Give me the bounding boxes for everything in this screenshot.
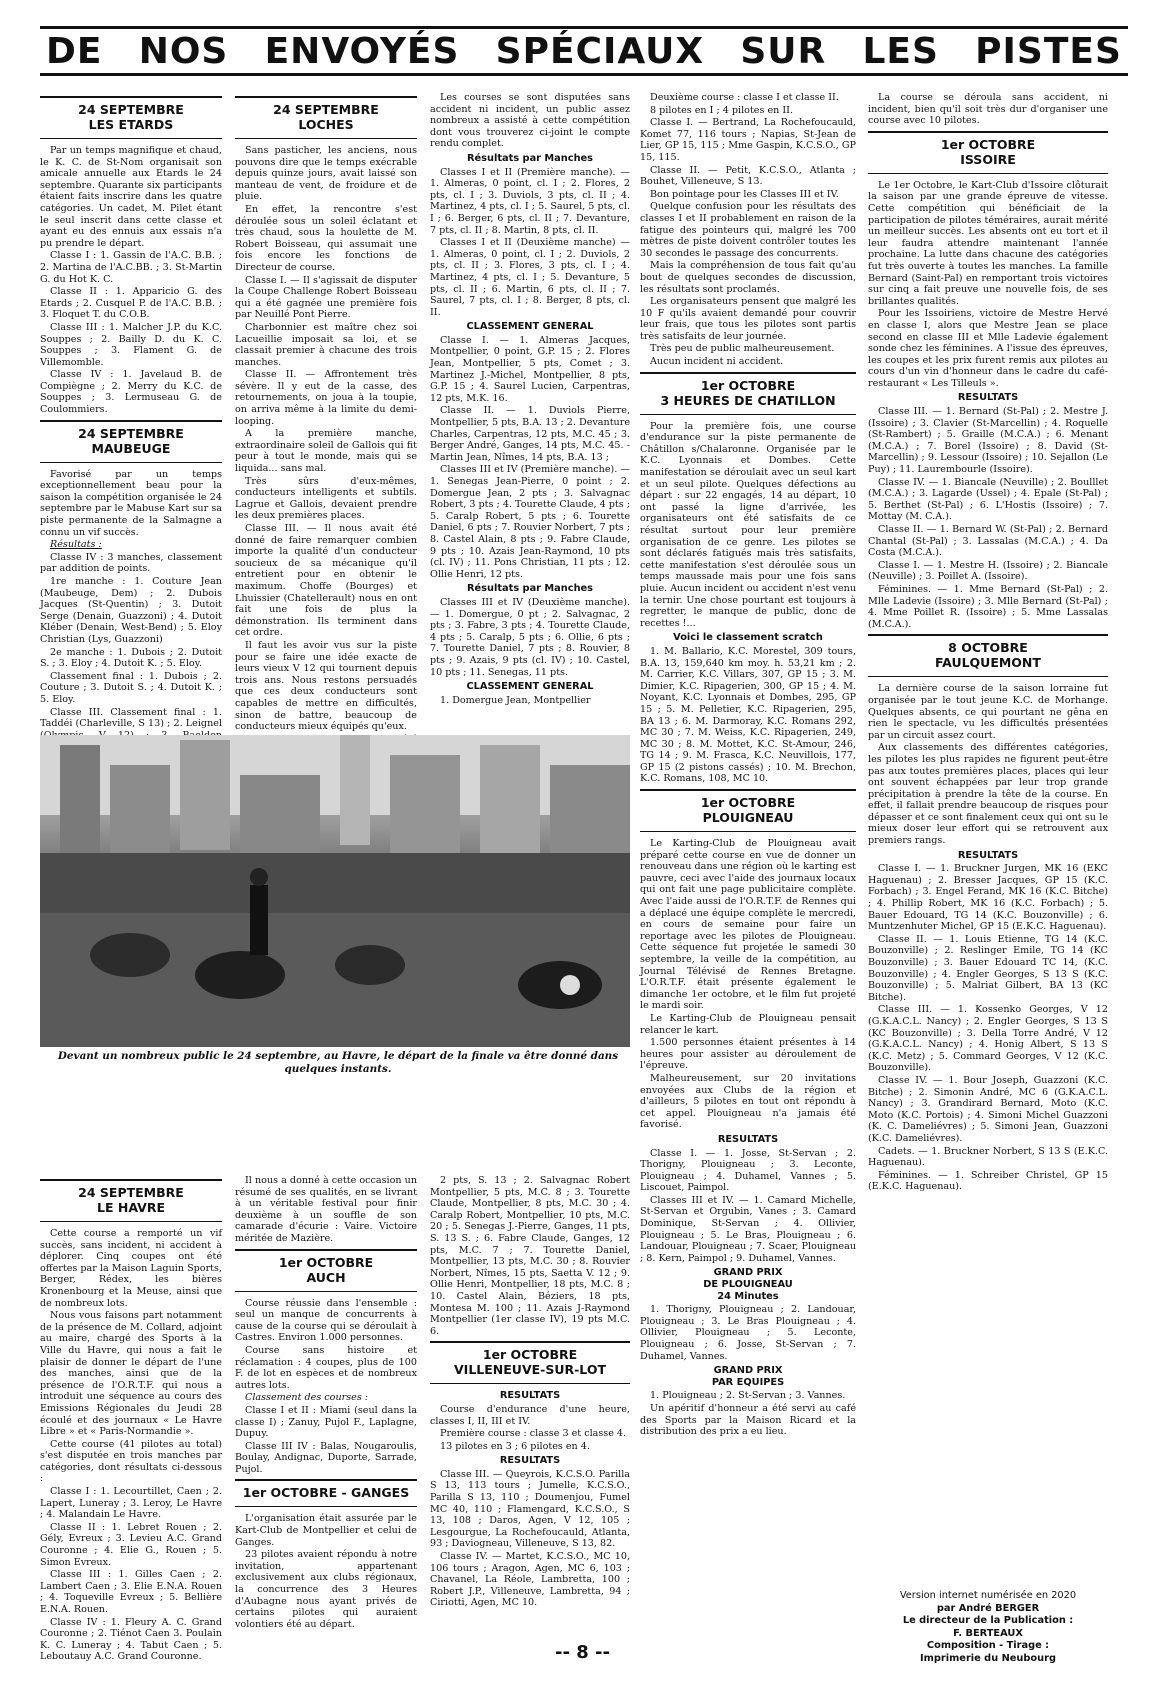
article-paragraph: Classe I. — 1. Mestre H. (Issoire) ; 2. Biancale (Neuville) ; 3. Poillet A. (Issoire). — [868, 559, 1108, 583]
article-paragraph: 2 pts, S. 13 ; 2. Salvagnac Robert Montpellier, 5 pts, M.C. 8 ; 3. Tourette Claude, Montpellier, 8 pts, M.C. 30 ; 4. Caralp Robert, Montpellier, 10 pts, M.C. 20 ; 5. Senegas J.-Pierre, Ganges, 11 pts, S. 13 S. ; 6. Fabre Claude, Ganges, 12 pts, M.C. 7 ; 7. Tourette Daniel, Montpellier, 13 pts, M.C. 30 ; 8. Rouvier Norbert, Nîmes, 15 pts, Saetta V. 12 ; 9. Ollie Henri, Montpellier, 18 pts, M.C. 8 ; 10. Castel Alain, Béziers, 18 pts, Montesa M. 100 ; 11. Azais J-Raymond Montpellier (1er classe IV), 19 pts M.C. 6. — [430, 1175, 630, 1337]
article-paragraph: Cette course a remporté un vif succès, sans incident, ni accident à déplorer. Cinq coupes ont été offertes par la Maison Laguin Sports, Berger, Rédex, les bières Kronenbourg et la Meuse, ainsi que de nombreux lots. — [40, 1228, 222, 1309]
subheading: RESULTATS — [957, 849, 1019, 861]
article-paragraph: 23 pilotes avaient répondu à notre invitation, appartenant exclusivement aux clubs régionaux, la concurrence des 3 Heures d'Aubagne nous ayant privés de certains pilotes qui auraient volontiers été au départ. — [235, 1549, 417, 1630]
article-paragraph: Féminines. — 1. Mme Bernard (St-Pal) ; 2. Mlle Ladevie (Issoire) ; 3. Mlle Bernard (St-Pal) ; 4. Mme Poillet R. (Issoire) ; 5. Mme Lassalas (M.C.A.). — [868, 583, 1108, 630]
article-paragraph: Nous vous faisons part notamment de la présence de M. Collard, adjoint au maire, chargé des Sports à la Ville du Havre, qui nous a fait le plaisir de donner le départ de l'une des manches, ainsi que de la présence de l'O.R.T.F. qui nous a introduit une séquence au cours des Emissions Régionales du Jeudi 28 écoulé et des journaux « Le Havre Libre » et « Paris-Normandie ». — [40, 1310, 222, 1438]
article-paragraph: Classe III. Classement final : 1. Taddéi (Charleville, S 13) ; 2. Leignel — [40, 706, 222, 730]
article-paragraph: Favorisé par un temps exceptionnellement beau pour la saison la compétition organisée le 24 septembre par le Mabuse Kart sur sa piste permanente de la Salmagne a connu un vif succès. — [40, 468, 222, 538]
article-paragraph: Classe I. — 1. Bruckner Jurgen, MK 16 (EKC Haguenau) ; 2. Bresser Jacques, GP 15 (K.C. Forbach) ; 3. Engel Ferand, MK 16 (K.C. Bitche) ; 4. Phillip Robert, MK 16 (K.C. Forbach) ; 5. Bauer Edouard, TG 14 (K.C. Bouzonville) ; 6. Muntzenhuter Michel, GP 15 (E.K.C. Haguenau). — [868, 863, 1108, 933]
article-paragraph: Course réussie dans l'ensemble : seul un manque de concurrents à cause de la course qui se déroulait à Castres. Environ 1.000 personnes. — [235, 1297, 417, 1344]
article-paragraph: Il faut les avoir vus sur la piste pour se faire une idée exacte de leurs vieux V 12 qui tournent depuis trois ans. Nous restons persuadés que ces deux conducteurs sont capables de mettre en difficultés, sinon de battre, beaucoup de conducteurs mieux équipés qu'eux. — [235, 639, 417, 733]
article-paragraph: Classe II : 1. Lebret Rouen ; 2. Gély, Evreux ; 3. Levieu A.C. Grand Couronne ; 4. Elie G., Rouen ; 5. Simon Evreux. — [40, 1521, 222, 1568]
subheading: GRAND PRIX PAR EQUIPES — [711, 1365, 785, 1388]
section-heading-faulquemont: 8 OCTOBRE FAULQUEMONT — [868, 634, 1108, 677]
article-paragraph: Le Karting-Club de Plouigneau avait préparé cette course en vue de donner un renouveau dans une région où le karting est pauvre, ceci avec l'aide des journaux locaux qui ont fait une page publicitaire complète. Avec l'aide aussi de l'O.R.T.F. de Rennes qui a déplacé une équipe complète le mercredi, en cours de semaine pour faire un reportage avec les pilotes de Plouigneau. Cette séquence fut projetée le samedi 30 septembre, la veille de la compétition, au Journal Télévisé de Rennes Bretagne. L'O.R.T.F. était présente également le dimanche 1er octobre, et le film fut projeté le mardi soir. — [640, 838, 856, 1012]
article-paragraph: Classes I et II (Deuxième manche) — 1. Almeras, 0 point, cl. I ; 2. Duviols, 2 pts, cl. II ; 3. Flores, 3 pts, cl. I ; 4. Martinez, 4 pts, cl. I ; 5. Devanture, 5 pts, cl. II ; 6. Martin, 6 pts, cl. II ; 7. Saurel, 7 pts, cl. I ; 8. Berger, 8 pts, cl. II. — [430, 237, 630, 318]
article-paragraph: Classes III et IV (Première manche). — 1. Senegas Jean-Pierre, 0 point ; 2. Domergue Jean, 2 pts ; 3. Salvagnac Robert, 3 pts ; 4. Tourette Claude, 4 pts ; 5. Caralp Robert, 5 pts ; 6. Tourette Daniel, 6 pts ; 7. Rouvier Norbert, 7 pts ; 8. Castel Alain, 8 pts ; 9. Fabre Claude, 9 pts ; 10. Azais Jean-Raymond, 10 pts (cl. IV) ; 11. Pons Christian, 11 pts ; 12. Ollie Henri, 12 pts. — [430, 464, 630, 580]
article-paragraph: Quelque confusion pour les résultats des classes I et II probablement en raison de la fatigue des pointeurs qui, malgré les 700 mètres de piste doivent contrôler toutes les 30 secondes le passage des concurrents. — [640, 201, 856, 259]
banner-word: NOS — [138, 30, 229, 72]
section-heading-etards: 24 SEPTEMBRE LES ETARDS — [40, 96, 222, 139]
article-paragraph: Classe IV : 1. Fleury A. C. Grand Couronne ; 2. Tiénot Caen 3. Poulain K. C. Luneray ; 4. Tabut Caen ; 5. Leboutauy A.C. Grand Couronne. — [40, 1616, 222, 1663]
column-5 — [868, 92, 1108, 1632]
article-paragraph: Féminines. — 1. Schreiber Christel, GP 15 (E.K.C. Haguenau). — [868, 1169, 1108, 1193]
section-heading-havre: 24 SEPTEMBRE LE HAVRE — [40, 1179, 222, 1222]
article-paragraph: Classe I. — 1. Josse, St-Servan ; 2. Thorigny, Plouigneau ; 3. Leconte, Plouigneau ; 4. Duhamel, Vannes ; 5. Liscouet, Paimpol. — [640, 1147, 856, 1194]
article-paragraph: Classe II. — 1. Duviols Pierre, Montpellier, 5 pts, B.A. 13 ; 2. Devanture Charles, Carpentras, 12 pts, M.C. 45 ; 3. Berger André, Ganges, 14 pts, M.C. 45. -Martin Jean, Nîmes, 14 pts, B.A. 13 ; — [430, 405, 630, 463]
article-paragraph: Classe III. — Queyrois, K.C.S.O. Parilla S 13, 113 tours ; Jumelle, K.C.S.O., Parilla S 13, 110 ; Doumenjou, Fumel MC 40, 110 ; Flamengard, K.C.S.O., S 13, 108 ; Daros, Agen, V 12, 105 ; Lesgourgue, La Rochefoucauld, Atlanta, 93 ; Daviogneau, Villeneuve, S 13, 82. — [430, 1468, 630, 1550]
race-photo-illustration — [40, 735, 630, 1047]
article-paragraph: Classes I et II (Première manche). — 1. Almeras, 0 point, cl. I ; 2. Flores, 2 pts, cl. I ; 3. Duviols, 3 pts, cl. II ; 4. Martinez, 4 pts, cl. I ; 5. Saurel, 5 pts, cl. I ; 6. Berger, 6 pts, cl. II ; 7. Devanture, 7 pts, cl. II ; 8. Martin, 8 pts, cl. II. — [430, 166, 630, 236]
article-paragraph: Cette course (41 pilotes au total) s'est disputée en trois manches par catégories, dont résultats ci-dessous : — [40, 1438, 222, 1485]
article-paragraph: Un apéritif d'honneur a été servi au café des Sports par la Maison Ricard et la distribution des prix a eu lieu. — [640, 1402, 856, 1438]
article-paragraph: Les courses se sont disputées sans accident ni incident, un public assez nombreux a assisté à cette compétition dont vous trouverez ci-joint le compte rendu complet. — [430, 92, 630, 150]
article-paragraph: Mais la compréhension de tous fait qu'au bout de quelques secondes de discussion, les résultats sont proclamés. — [640, 260, 856, 295]
article-paragraph: Classe I. — Bertrand, La Rochefoucauld, Komet 77, 116 tours ; Napias, St-Jean de Lier, GP 15, 115 ; Mme Gaspin, K.C.S.O., GP 15, 115. — [640, 117, 856, 163]
article-paragraph: Charbonnier est maître chez soi Lacueillie imposait sa loi, et se classait premier à chacune des trois manches. — [235, 321, 417, 368]
article-paragraph: Classe IV. — 1. Bour Joseph, Guazzoni (K.C. Bitche) ; 2. Simonin André, MC 6 (G.K.A.C.L. Nancy) ; 3. Grandirard Bernard, Moto (K.C. Moto (K.C. Portois) ; 4. Simoni Michel Guazzoni (K. C. Dameliévres) ; 5. Simoni Jean, Guazzoni (K.C. Dameliévres). — [868, 1074, 1108, 1144]
section-heading-maubeuge: 24 SEPTEMBRE MAUBEUGE — [40, 420, 222, 463]
article-paragraph: Classe III : 1. Gilles Caen ; 2. Lambert Caen ; 3. Elie E.N.A. Rouen ; 4. Toqueville Evreux ; 5. Bellière E.N.A. Rouen. — [40, 1569, 222, 1615]
article-paragraph: 2e manche : 1. Dubois ; 2. Dutoit S. ; 3. Eloy ; 4. Dutoit K. ; 5. Eloy. — [40, 646, 222, 670]
credits-line: Composition - Tirage : — [926, 1640, 1050, 1652]
article-paragraph: Classe III. — Il nous avait été donné de faire remarquer combien importe la qualité d'un conducteur soucieux de sa mécanique qu'il entretient pour en obtenir le maximum. Choffe (Bourges) et Lhuissier (Chatellerault) nous en ont fait une fois de plus la démonstration. Ils terminent dans cet ordre. — [235, 523, 417, 639]
banner-word: PISTES — [975, 30, 1122, 72]
article-paragraph: 1. Thorigny, Plouigneau ; 2. Landouar, Plouigneau ; 3. Le Bras Plouigneau ; 4. Ollivier, Plouigneau ; 5. Leconte, Plouigneau ; 6. Josse, St-Servan ; 7. Duhamel, Vannes. — [640, 1304, 856, 1362]
article-paragraph: Pour la première fois, une course d'endurance sur la piste permanente de Châtillon s/Chalaronne. Organisée par le K.C. Lyonnais et Dombes. Cette manifestation se déroulait avec un seul kart et un seul pilote. Quelques défections au départ : sur 22 engagés, 14 au départ, 10 ont passé la ligne d'arrivée, les organisateurs ont été satisfaits de ce résultat surtout pour leur première organisation de ce genre. Les pilotes se sont déclarés fatigués mais très satisfaits, cette manifestation s'est déroulée sous un temps maussade mais pour une fois sans pluie. Aucun incident ou accident n'est venu la ternir. Une chose pourtant est toujours à regretter, le manque de public, donc de recettes !... — [640, 420, 856, 629]
article-paragraph: En effet, la rencontre s'est déroulée sous un soleil éclatant et très chaud, sous la houlette de M. Robert Boisseau, qui assumait une fois encore les fonctions de Directeur de course. — [235, 203, 417, 273]
article-paragraph: Aucun incident ni accident. — [650, 356, 784, 368]
banner-word: SUR — [740, 30, 827, 72]
section-heading-issoire: 1er OCTOBRE ISSOIRE — [868, 131, 1108, 174]
article-paragraph: Cadets. — 1. Bruckner Norbert, S 13 S (E.K.C. Haguenau). — [868, 1145, 1108, 1169]
page-banner — [40, 26, 1128, 76]
article-paragraph: 13 pilotes en 3 ; 6 pilotes en 4. — [440, 1440, 590, 1452]
article-paragraph: Course d'endurance d'une heure, classes I, II, III et IV. — [430, 1403, 630, 1427]
column-3-bottom — [430, 1175, 630, 1615]
article-paragraph: Course sans histoire et réclamation : 4 coupes, plus de 100 F. de lot en espèces et de nombreux autres lots. — [235, 1344, 417, 1391]
article-paragraph: Très peu de public malheureusement. — [650, 343, 835, 355]
race-photo — [40, 735, 630, 1047]
article-paragraph: Classe I. — 1. Almeras Jacques, Montpellier, 0 point, G.P. 15 ; 2. Flores Jean, Montpellier, 5 pts, Comet ; 3. Martinez J.-Michel, Montpellier, 8 pts, G.P. 15 ; 4. Saurel Lucien, Carpentras, 12 pts, M.K. 16. — [430, 334, 630, 404]
subheading: Résultats par Manches — [466, 583, 594, 595]
subheading: RESULTATS — [499, 1390, 561, 1402]
section-heading-chatillon: 1er OCTOBRE 3 HEURES DE CHATILLON — [640, 372, 856, 415]
article-paragraph: Classe II. — 1. Bernard W. (St-Pal) ; 2. Bernard Chantal (St-Pal) ; 3. Lassalas (M.C.A.) ; 4. Da Costa (M.C.A.). — [868, 524, 1108, 559]
credits-line: Version internet numérisée en 2020 — [899, 1590, 1077, 1601]
article-paragraph: 8 pilotes en I ; 4 pilotes en II. — [650, 104, 793, 116]
section-heading-loches: 24 SEPTEMBRE LOCHES — [235, 96, 417, 139]
section-heading-auch: 1er OCTOBRE AUCH — [235, 1249, 417, 1292]
banner-word: LES — [862, 30, 939, 72]
article-paragraph: Classement final : 1. Dubois ; 2. Couture ; 3. Dutoit S. ; 4. Dutoit K. ; 5. Eloy. — [40, 670, 222, 705]
article-paragraph: Très sûrs d'eux-mêmes, conducteurs intelligents et subtils. Lagrue et Gallois, devaient prendre les deux premières places. — [235, 475, 417, 522]
article-paragraph: Première course : classe 3 et classe 4. — [440, 1428, 627, 1440]
article-paragraph: Sans pasticher, les anciens, nous pouvons dire que le temps exécrable depuis quinze jours, avait laissé son manteau de vent, de froidure et de pluie. — [235, 145, 417, 203]
article-paragraph: 1. M. Ballario, K.C. Morestel, 309 tours, B.A. 13, 159,640 km moy. h. 53,21 km ; 2. M. Carrier, K.C. Villars, 307, GP 15 ; 3. M. Dimier, K.C. Ripagerien, 300, GP 15 ; 4. M. Noyant, K.C. Lyonnais et Dombes, 295, GP 15 ; 5. M. Pelletier, K.C. Ripagerien, 295, BA 13 ; 6. M. Darmoray, K.C. Romans 292, MC 30 ; 7. M. Weiss, K.C. Ripagerien, 249, MC 30 ; 8. M. Mottet, K.C. St-Amour, 246, TG 14 ; 9. M. Frasca, K.C. Neuvillois, 177, GP 15 (2 pistons cassés) ; 10. M. Brechon, K.C. Romans, 108, MC 10. — [640, 645, 856, 785]
column-2 — [235, 92, 417, 772]
article-paragraph: Classe IV. — Martet, K.C.S.O., MC 10, 106 tours ; Aragon, Agen, MC 6, 103 ; Chavanel, La Réole, Lambretta, 100 ; Robert J.P., Villeneuve, Lambretta, 94 ; Ciriotti, Agen, MC 10. — [430, 1551, 630, 1609]
article-paragraph: La dernière course de la saison lorraine fut organisée par le tout jeune K.C. de Morhange. Quelques absents, ce qui pourtant ne gêna en rien le spectacle, vu les difficultés présentées par un circuit assez court. — [868, 683, 1108, 741]
article-paragraph: Classes III et IV. — 1. Camard Michelle, St-Servan et Orgubin, Vanes ; 3. Camard Dominique, St-Servan ; 4. Ollivier, Plouigneau ; 5. Le Bras, Plouigneau ; 6. Landouar, Plouigneau ; 7. Scaer, Plouigneau ; 8. Kern, Paimpol ; 9. Duhamel, Vannes. — [640, 1194, 856, 1264]
article-paragraph: Les organisateurs pensent que malgré les 10 F qu'ils avaient demandé pour couvrir leur frais, que tous les pilotes sont partis très satisfaits de leur journée. — [640, 296, 856, 342]
article-paragraph: 1. Domergue Jean, Montpellier — [440, 694, 591, 706]
article-paragraph: La course se déroula sans accident, ni incident, bien qu'il soit très dur d'organiser une course avec 10 pilotes. — [868, 92, 1108, 127]
article-paragraph: Classe III. — 1. Bernard (St-Pal) ; 2. Mestre J. (Issoire) ; 3. Clavier (St-Marcellin) ; 4. Roquelle (St-Rambert) ; 5. Graille (M.C.A.) ; 6. Menant (M.C.A.) ; 7. Borel (Issoire) ; 8. David (St-Marcellin) ; 9. Lessour (Issoire) ; 10. Sejallon (Le Puy) ; 11. Laurembourle (Issoire). — [868, 406, 1108, 476]
article-paragraph: Il nous a donné à cette occasion un résumé de ses qualités, en se livrant à un véritable festival pour finir deuxième à un souffle de son camarade d'écurie : Vaire. Victoire méritée de Mazière. — [235, 1175, 417, 1244]
article-paragraph: A la première manche, extraordinaire soleil de Gallois qui fit peur à tout le monde, mais qui se liquida... sans mal. — [235, 428, 417, 475]
column-3 — [430, 92, 630, 772]
subheading: Résultats par Manches — [466, 152, 594, 164]
column-1 — [40, 92, 222, 772]
article-paragraph: Classe I. — Il s'agissait de disputer la Coupe Challenge Robert Boisseau qui a été gagnée une première fois par Neuillé Pont Pierre. — [235, 274, 417, 321]
column-2-bottom — [235, 1175, 417, 1630]
article-paragraph: Classe IV : 3 manches, classement par addition de points. — [40, 551, 222, 575]
article-paragraph: Le 1er Octobre, le Kart-Club d'Issoire clôturait la saison par une grande épreuve de vitesse. Cette compétition qui bénéficiait de la participation de pilotes téméraires, aurait mérité un meilleur succès. Les absents ont eu tort et il leur faudra attendre maintenant l'année prochaine. La lutte dans chacune des catégories fut très ouverte à toutes les manches. La famille Bernard (Saint-Pal) en remportant trois victoires sur cinq a fait preuve une nouvelle fois, de ses brillantes qualités. — [868, 179, 1108, 307]
article-paragraph: Aux classements des différentes catégories, les pilotes les plus rapides ne figurent peut-être pas aux toutes premières places, places qui leur ont souvent échappées par leur trop grande précipitation à prendre la tête de la course. En effet, il fallait prendre beaucoup de risques pour dépasser et ce sont finalement ceux qui ont su le mieux doser leur effort qui se retrouvent aux premiers rangs. — [868, 742, 1108, 847]
page-number: -- 8 -- — [555, 1642, 610, 1663]
article-paragraph: Classe III : 1. Malcher J.P. du K.C. Souppes ; 2. Bailly D. du K. C. Souppes ; 3. Flament G. de Villemomble. — [40, 321, 222, 368]
subheading: CLASSEMENT GENERAL — [466, 681, 594, 693]
credits-line: par André BERGER — [936, 1602, 1040, 1614]
subheading: RESULTATS — [499, 1455, 561, 1467]
credits-line: Imprimerie du Neubourg — [920, 1652, 1056, 1664]
article-paragraph: Malheureusement, sur 20 invitations envoyées aux Clubs de la région et d'ailleurs, 5 pilotes en tout ont répondu à cet appel. Plouigneau n'a jamais été favorisé. — [640, 1072, 856, 1131]
credits-line: Le directeur de la Publication : — [902, 1615, 1074, 1627]
article-paragraph: 1.500 personnes étaient présentes à 14 heures pour assister au déroulement de l'épreuve. — [640, 1037, 856, 1072]
article-paragraph: Classe II. — Affrontement très sévère. Il y eut de la casse, des retournements, on joua à la toupie, on arriva même à la limite du demi-looping. — [235, 369, 417, 427]
article-paragraph: Classe IV : 1. Javelaud B. de Compiègne ; 2. Merry du K.C. de Souppes ; 3. Lermuseau G. de Coulommiers. — [40, 369, 222, 416]
article-paragraph: Classe III. — 1. Kossenko Georges, V 12 (G.K.A.C.L. Nancy) ; 2. Engler Georges, S 13 S (KC Bouzonville) ; 3. Della Torre André, V 12 (G.K.A.C.L. Nancy) ; 4. Honig Albert, S 13 S (K.C. Metz) ; 5. Commard Georges, V 12 (K.C. Bouzonville). — [868, 1004, 1108, 1074]
subheading: Voici le classement scratch — [673, 632, 823, 644]
article-paragraph: Classe II. — 1. Louis Etienne, TG 14 (K.C. Bouzonville) ; 2. Reslinger Emile, TG 14 (KC Bouzonville) ; 3. Bauer Edouard TC 14, (K.C. Bouzonville) ; 4. Engler Georges, S 13 S (K.C. Bouzonville) ; 5. Malriat Gilbert, BA 13 (KC Bitche). — [868, 933, 1108, 1003]
banner-word: DE — [46, 30, 103, 72]
column-4 — [640, 92, 856, 1482]
article-paragraph: Pour les Issoiriens, victoire de Mestre Hervé en classe I, alors que Mestre Jean se place second en classe III et Mlle Ladevie également sonde chez les féminines. A l'issue des épreuves, les coupes et les prix furent remis aux pilotes au cours d'un vin d'honneur dans le cadre du café-restaurant « Les Tilleuls ». — [868, 308, 1108, 389]
article-paragraph: 1re manche : 1. Couture Jean (Maubeuge, Dem) ; 2. Dubois Jacques (St-Quentin) ; 3. Dutoit Serge (Denain, Guazzoni) ; 4. Dutoit Kléber (Denain, West-Bend) ; 5. Eloy Christian (Lys, Guazzoni) — [40, 576, 222, 645]
banner-word: ENVOYÉS — [264, 30, 460, 72]
subheading: CLASSEMENT GENERAL — [466, 321, 594, 333]
article-paragraph: Deuxième course : classe I et classe II. — [650, 92, 839, 103]
credits-line: F. BERTEAUX — [953, 1627, 1023, 1639]
article-paragraph: Bon pointage pour les Classes III et IV. — [650, 188, 839, 200]
subheading: RESULTATS — [957, 392, 1019, 404]
article-paragraph: Classe III IV : Balas, Nougaroulis, Boulay, Andignac, Duporte, Sarrade, Pujol. — [235, 1440, 417, 1475]
article-paragraph: Classe I : 1. Gassin de l'A.C. B.B. ; 2. Martina de l'A.C.BB. ; 3. St-Martin G. du Hot K. C. — [40, 250, 222, 285]
subheading: GRAND PRIX DE PLOUIGNEAU 24 Minutes — [703, 1267, 793, 1302]
article-paragraph: Classe I et II : Miami (seul dans la classe I) ; Zanuy, Pujol F., Laplagne, Dupuy. — [235, 1404, 417, 1440]
column-1-bottom — [40, 1175, 222, 1663]
article-paragraph: Classement des courses : — [245, 1392, 369, 1404]
article-paragraph: Classe IV. — 1. Biancale (Neuville) ; 2. Boulllet (M.C.A.) ; 3. Lagarde (Ussel) ; 4. Epale (St-Pal) ; 5. Berthet (St-Pal) ; 6. L'Hostis (Issoire) ; 7. Mottay (M. C.A.). — [868, 476, 1108, 523]
article-paragraph: Classe II : 1. Apparicio G. des Etards ; 2. Cusquel P. de l'A.C. B.B. ; 3. Floquet T. du C.O.B. — [40, 286, 222, 321]
subheading: RESULTATS — [717, 1133, 779, 1145]
article-paragraph: Classe II. — Petit, K.C.S.O., Atlanta ; Bouhet, Villeneuve, S 13. — [640, 164, 856, 188]
banner-word: SPÉCIAUX — [495, 30, 705, 72]
article-paragraph: 1. Plouigneau ; 2. St-Servan ; 3. Vannes. — [650, 1390, 846, 1402]
article-paragraph: Résultats : — [50, 539, 102, 551]
photo-caption: Devant un nombreux public le 24 septembre, au Havre, le départ de la finale va être donné dans quelques instants. — [57, 1050, 619, 1075]
article-paragraph: Le Karting-Club de Plouigneau pensait relancer le kart. — [640, 1012, 856, 1036]
section-heading-plouigneau: 1er OCTOBRE PLOUIGNEAU — [640, 789, 856, 832]
article-paragraph: Classe I : 1. Lecourtillet, Caen ; 2. Lapert, Luneray ; 3. Leroy, Le Havre ; 4. Malandain Le Havre. — [40, 1486, 222, 1521]
article-paragraph: Par un temps magnifique et chaud, le K. C. de St-Nom organisait son amicale annuelle aux Etards le 24 septembre. Quarante six participants étaient faits inscrire dans les quatre catégories. Un cadet, M. Pilet étant le seul inscrit dans cette classe et ayant eu des ennuis aux essais n'a pu prendre le départ. — [40, 145, 222, 249]
article-paragraph: L'organisation était assurée par le Kart-Club de Montpellier et celui de Ganges. — [235, 1513, 417, 1548]
section-heading-ganges: 1er OCTOBRE - GANGES — [235, 1479, 417, 1507]
article-paragraph: Classes III et IV (Deuxième manche). — 1. Domergue, 0 pt ; 2. Salvagnac, 2 pts ; 3. Fabre, 3 pts ; 4. Tourette Claude, 4 pts ; 5. Caralp, 5 pts ; 6. Ollie, 6 pts ; 7. Tourette Daniel, 7 pts ; 8. Rouvier, 8 pts ; 9. Azais, 9 pts (cl. IV) ; 10. Castel, 10 pts ; 11. Senegas, 11 pts. — [430, 596, 630, 678]
section-heading-villeneuve: 1er OCTOBRE VILLENEUVE-SUR-LOT — [430, 1341, 630, 1384]
